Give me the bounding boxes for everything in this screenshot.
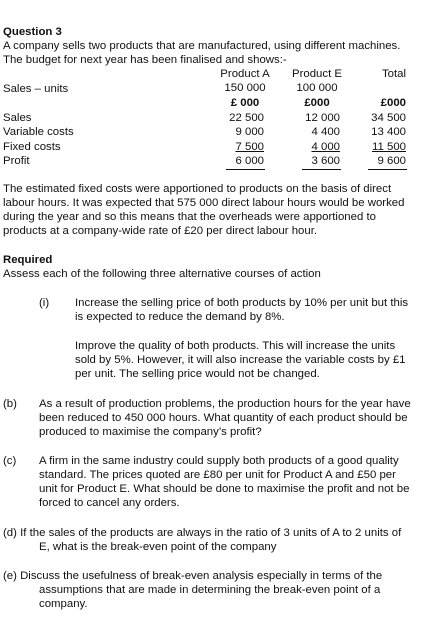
item-c-line-2: standard. The prices quoted are £80 per unit for Product A and £50 per [39,469,396,481]
currency-e: £000 [304,97,330,109]
header-product-a: Product A [220,68,270,80]
item-ii-line-1: Improve the quality of both products. This will increase the units [75,340,396,352]
item-c-line-1: A firm in the same industry could supply both products of a good quality [39,455,399,467]
sales-total: 34 500 [371,112,406,124]
item-c-line-4: forced to cancel any orders. [39,497,180,509]
variable-costs-total: 13 400 [371,126,406,138]
intro-line-2: The budget for next year has been finalised and shows:- [3,54,287,66]
row-label-profit: Profit [3,155,30,167]
item-i-line-2: is expected to reduce the demand by 8%. [75,311,285,323]
item-i-marker: (i) [39,297,50,309]
item-ii-line-3: per unit. The selling price would not be changed. [75,368,320,380]
item-e-line-3: company. [39,598,88,610]
variable-costs-a: 9 000 [235,126,264,138]
header-total: Total [381,68,406,80]
item-b-line-1: As a result of production problems, the production hours for the year have [39,398,411,410]
sales-e: 12 000 [305,112,340,124]
item-e-line-2: assumptions that are made in determining the break-even point of a [39,584,381,596]
item-i-line-1: Increase the selling price of both products by 10% per unit but this [75,297,409,309]
fixed-costs-a: 7 500 [235,141,264,153]
item-b-line-2: been reduced to 450 000 hours. What quantity of each product should be [39,412,408,424]
sales-units-a: 150 000 [224,82,266,94]
profit-e-rule [302,169,341,170]
variable-costs-e: 4 400 [311,126,340,138]
item-c-line-3: unit for Product E. What should be done to maximise the profit and not be [39,483,410,495]
required-heading: Required [3,254,53,266]
item-ii-line-2: sold by 5%. However, it will also increase the variable costs by £1 [75,354,406,366]
fixed-costs-total: 11 500 [372,141,406,153]
currency-total: £000 [380,97,406,109]
row-label-fixed-costs: Fixed costs [3,141,61,153]
fixed-cost-line-4: products at a company-wide rate of £20 per direct labour hour. [3,225,318,237]
profit-total-rule [368,169,407,170]
question-title: Question 3 [3,26,62,38]
header-product-e: Product E [291,68,343,80]
item-c-marker: (c) [3,455,17,467]
fixed-costs-e: 4 000 [311,141,340,153]
sales-units-e: 100 000 [296,82,338,94]
profit-a-rule [226,169,265,170]
fixed-cost-line-1: The estimated fixed costs were apportioned to products on the basis of direct [3,183,392,195]
required-text: Assess each of the following three alternative courses of action [3,268,321,280]
row-label-sales: Sales [3,112,32,124]
fixed-cost-line-2: labour hours. It was expected that 575 000 direct labour hours would be worked [3,197,405,209]
item-b-line-3: produced to maximise the company’s profit? [39,426,262,438]
item-d-line-2: E, what is the break-even point of the company [39,541,277,553]
intro-line-1: A company sells two products that are manufactured, using different machines. [3,40,401,52]
item-e-line-1: (e) Discuss the usefulness of break-even analysis especially in terms of the [3,570,383,582]
currency-a: £ 000 [230,97,260,109]
sales-a: 22 500 [229,112,264,124]
profit-total: 9 600 [377,155,406,167]
profit-a: 6 000 [235,155,264,167]
item-b-marker: (b) [3,398,17,410]
item-d-line-1: (d) If the sales of the products are always in the ratio of 3 units of A to 2 units of [3,527,402,539]
fixed-cost-line-3: during the year and so this means that the overheads were apportioned to [3,211,376,223]
profit-e: 3 600 [311,155,340,167]
sales-units-label: Sales – units [3,83,69,95]
row-label-variable-costs: Variable costs [3,126,74,138]
